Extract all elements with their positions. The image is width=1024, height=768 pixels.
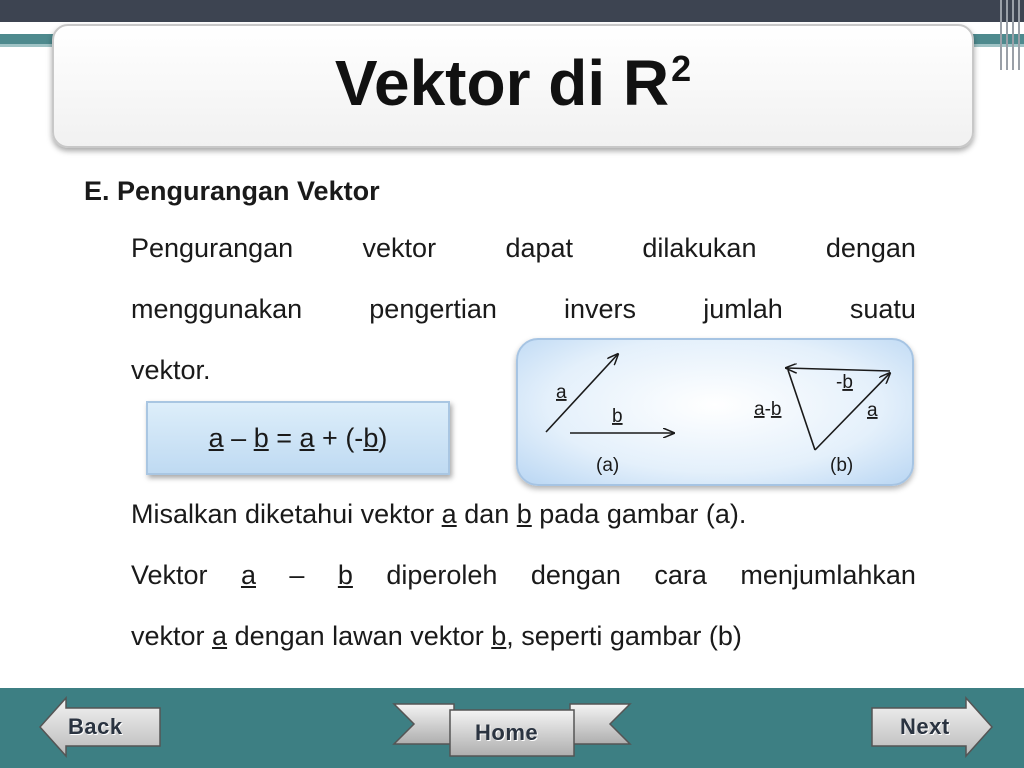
word: dengan bbox=[530, 560, 621, 590]
formula-minus: – bbox=[223, 422, 254, 453]
back-button[interactable] bbox=[38, 696, 162, 758]
formula-b: b bbox=[253, 422, 269, 453]
section-heading: E. Pengurangan Vektor bbox=[84, 176, 380, 206]
word: dilakukan bbox=[642, 233, 757, 263]
title-superscript: 2 bbox=[671, 48, 692, 89]
label-amb-b: b bbox=[770, 399, 782, 420]
label-a-minus-b bbox=[754, 399, 781, 420]
back-label: Back bbox=[68, 714, 123, 739]
decorative-lines bbox=[994, 0, 1024, 70]
next-button[interactable] bbox=[870, 696, 994, 758]
vector-diagram bbox=[516, 338, 914, 486]
vector-a-minus-b bbox=[788, 370, 815, 450]
home-button[interactable] bbox=[392, 700, 632, 760]
vector-neg-b-arrow bbox=[786, 368, 890, 371]
word: pengertian bbox=[369, 294, 497, 324]
caption-b: (b) bbox=[830, 455, 854, 476]
slide-title-text: Vektor di R bbox=[334, 47, 670, 119]
word: diperoleh bbox=[386, 560, 498, 590]
vector-a-ref: a bbox=[240, 560, 256, 590]
word: dengan bbox=[825, 233, 916, 263]
title-box bbox=[52, 24, 974, 148]
explain-line-1-text bbox=[131, 484, 746, 545]
vector-diagram-svg bbox=[518, 340, 912, 484]
text: Misalkan diketahui vektor bbox=[131, 499, 442, 529]
vector-a-ref: a bbox=[212, 621, 228, 651]
vector-b-ref: b bbox=[491, 621, 507, 651]
formula-box bbox=[146, 401, 450, 475]
word: dapat bbox=[505, 233, 574, 263]
vector-b-ref: b bbox=[337, 560, 353, 590]
caption-a: (a) bbox=[596, 455, 620, 476]
word: menggunakan bbox=[131, 294, 303, 324]
home-label: Home bbox=[475, 720, 539, 745]
label-amb-minus: - bbox=[764, 399, 771, 420]
text: , seperti gambar (b) bbox=[506, 621, 742, 651]
explain-line-3-text bbox=[131, 606, 742, 667]
word: Pengurangan bbox=[131, 233, 294, 263]
formula-plus: + (- bbox=[314, 422, 364, 453]
formula-equals: = bbox=[268, 422, 300, 453]
minus-sign: – bbox=[289, 560, 305, 590]
text: vektor bbox=[131, 621, 213, 651]
intro-line-1 bbox=[131, 218, 916, 279]
slide-title bbox=[335, 46, 691, 120]
label-neg-sign: - bbox=[836, 372, 843, 393]
explain-line-1 bbox=[131, 484, 916, 545]
formula-a: a bbox=[208, 422, 224, 453]
text: dengan lawan vektor bbox=[227, 621, 492, 651]
text: dan bbox=[456, 499, 517, 529]
label-amb-a: a bbox=[754, 399, 765, 420]
word: Vektor bbox=[131, 560, 208, 590]
word: vektor bbox=[362, 233, 437, 263]
word: cara bbox=[654, 560, 707, 590]
formula-a-2: a bbox=[299, 422, 315, 453]
intro-line-2 bbox=[131, 279, 916, 340]
label-b-left: b bbox=[612, 406, 623, 427]
vector-b-ref: b bbox=[516, 499, 532, 529]
explain-line-2 bbox=[131, 545, 916, 606]
label-a-right: a bbox=[867, 400, 878, 421]
word: suatu bbox=[849, 294, 916, 324]
vector-a-ref: a bbox=[441, 499, 457, 529]
label-neg-b bbox=[836, 372, 853, 393]
formula-close: ) bbox=[378, 422, 388, 453]
explain-line-3 bbox=[131, 606, 916, 667]
formula-b-2: b bbox=[363, 422, 379, 453]
word: jumlah bbox=[703, 294, 783, 324]
word: invers bbox=[564, 294, 637, 324]
label-neg-b-letter: b bbox=[842, 372, 853, 393]
next-label: Next bbox=[900, 714, 950, 739]
text: pada gambar (a). bbox=[531, 499, 747, 529]
label-a-left: a bbox=[556, 382, 567, 403]
word: vektor. bbox=[131, 355, 211, 385]
paragraph-explanation bbox=[131, 484, 916, 667]
word: menjumlahkan bbox=[740, 560, 916, 590]
top-band bbox=[0, 0, 1024, 22]
